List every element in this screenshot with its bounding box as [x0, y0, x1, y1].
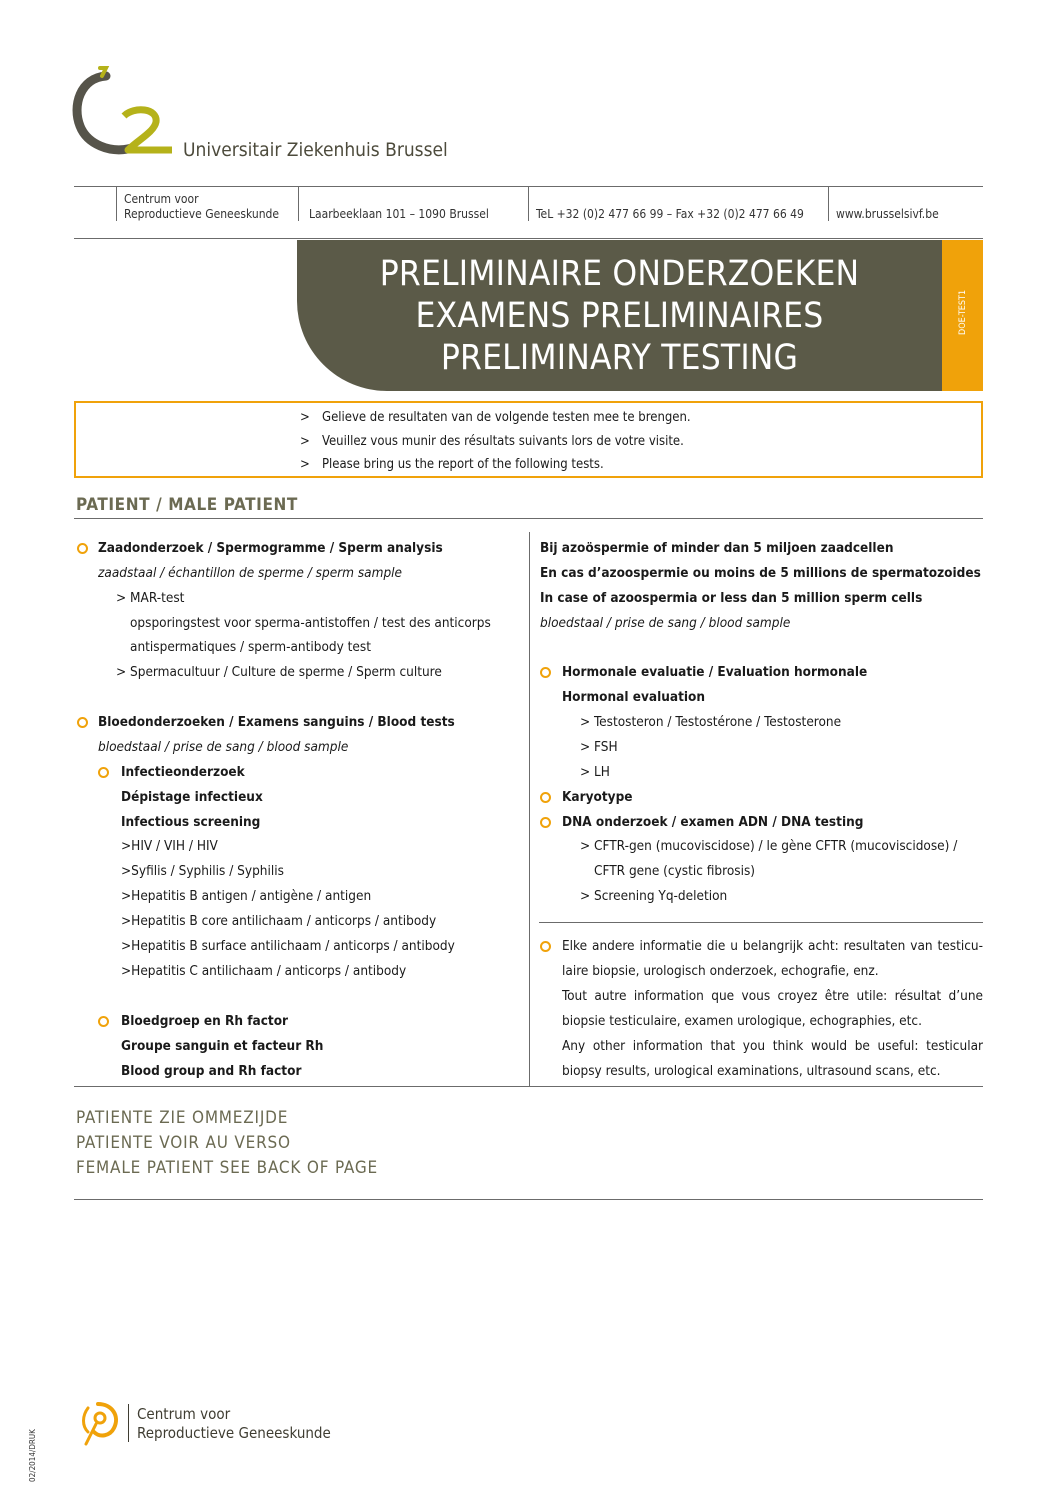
title-dutch: PRELIMINAIRE ONDERZOEKEN: [379, 254, 860, 294]
test-item-yq-deletion: > Screening Yq-deletion: [580, 888, 728, 904]
website: www.brusselsivf.be: [836, 207, 939, 221]
checkbox-circle-icon: [98, 767, 109, 778]
instruction-text: Please bring us the report of the following tests.: [322, 457, 604, 472]
column-divider: [529, 532, 530, 1086]
content-bottom-rule: [74, 1086, 983, 1087]
footer-separator: [128, 1404, 129, 1442]
document-code: DOE-TEST1: [958, 289, 968, 335]
sperm-culture: > Spermacultuur / Culture de sperme / Sperm culture: [116, 664, 442, 680]
checkbox-circle-icon: [540, 667, 551, 678]
instruction-french: [300, 434, 684, 449]
test-item-testosterone: > Testosteron / Testostérone / Testosterone: [580, 714, 842, 730]
crg-logo-icon: [78, 1398, 126, 1448]
blood-tests-title: Bloedonderzoeken / Examens sanguins / Blood tests: [98, 714, 455, 730]
checkbox-circle-icon: [98, 1016, 109, 1027]
semen-analysis-title: Zaadonderzoek / Spermogramme / Sperm analysis: [98, 540, 443, 556]
test-item-hepatitis-b-surface: >Hepatitis B surface antilichaam / anticorps / antibody: [121, 938, 455, 954]
section-heading: PATIENT / MALE PATIENT: [76, 495, 298, 515]
footer-centre-name: [137, 1405, 331, 1443]
address: Laarbeeklaan 101 – 1090 Brussel: [309, 207, 489, 221]
centre-name-line1: Centrum voor: [124, 192, 199, 206]
title-english: PRELIMINARY TESTING: [440, 338, 799, 378]
mar-test-description: opsporingstest voor sperma-antistoffen / test des anticorps: [130, 615, 491, 631]
azoospermia-en: In case of azoospermia or less dan 5 million sperm cells: [540, 590, 923, 606]
footer-centre-line1: Centrum voor: [137, 1405, 231, 1423]
blood-sample-note: bloedstaal / prise de sang / blood sample: [98, 739, 349, 755]
header-divider: [298, 186, 299, 221]
female-note-en: FEMALE PATIENT SEE BACK OF PAGE: [76, 1158, 378, 1178]
test-item-hepatitis-c: >Hepatitis C antilichaam / anticorps / antibody: [121, 963, 407, 979]
blood-group-fr: Groupe sanguin et facteur Rh: [121, 1038, 324, 1054]
other-info-nl: Elke andere informatie die u belangrijk acht: resultaten van testicu-: [562, 938, 983, 954]
azoospermia-sample-note: bloedstaal / prise de sang / blood sample: [540, 615, 791, 631]
test-item-lh: > LH: [580, 764, 610, 780]
test-item-hepatitis-b-antigen: >Hepatitis B antigen / antigène / antigen: [121, 888, 372, 904]
mar-test-description: antispermatiques / sperm-antibody test: [130, 639, 371, 655]
female-note-nl: PATIENTE ZIE OMMEZIJDE: [76, 1108, 289, 1128]
uz-brussel-logo: [72, 64, 187, 159]
instruction-dutch: [300, 410, 691, 425]
test-item-hiv: >HIV / VIH / HIV: [121, 838, 218, 854]
mar-test: > MAR-test: [116, 590, 185, 606]
checkbox-circle-icon: [77, 717, 88, 728]
checkbox-circle-icon: [540, 817, 551, 828]
test-item-hepatitis-b-core: >Hepatitis B core antilichaam / anticorps / antibody: [121, 913, 437, 929]
other-info-en: biopsy results, urological examinations, ultrasound scans, etc.: [562, 1063, 941, 1079]
section-rule: [74, 518, 983, 519]
title-french: EXAMENS PRELIMINAIRES: [415, 296, 824, 336]
checkbox-circle-icon: [540, 941, 551, 952]
arrow-marker: >: [300, 410, 310, 425]
right-column-rule: [539, 922, 983, 923]
header-bottom-rule: [74, 238, 983, 239]
other-info-nl: laire biopsie, urologisch onderzoek, echografie, enz.: [562, 963, 879, 979]
infection-screening-title: Infectieonderzoek: [121, 764, 245, 780]
print-code: 02/2014/DRUK: [28, 1429, 37, 1482]
female-note-fr: PATIENTE VOIR AU VERSO: [76, 1133, 291, 1153]
footer-rule: [74, 1199, 983, 1200]
hospital-name: Universitair Ziekenhuis Brussel: [183, 139, 448, 161]
header-divider: [528, 186, 529, 221]
hormonal-evaluation-en: Hormonal evaluation: [562, 689, 706, 705]
test-item-fsh: > FSH: [580, 739, 618, 755]
arrow-marker: >: [300, 434, 310, 449]
header-divider: [828, 186, 829, 221]
infection-screening-fr: Dépistage infectieux: [121, 789, 263, 805]
checkbox-circle-icon: [540, 792, 551, 803]
blood-group-title: Bloedgroep en Rh factor: [121, 1013, 289, 1029]
test-item-cftr: > CFTR-gen (mucoviscidose) / le gène CFTR (mucoviscidose) /: [580, 838, 958, 854]
other-info-fr: Tout autre information que vous croyez être utile: résultat d’une: [562, 988, 983, 1004]
dna-testing-title: DNA onderzoek / examen ADN / DNA testing: [562, 814, 864, 830]
instruction-english: [300, 457, 604, 472]
karyotype-title: Karyotype: [562, 789, 633, 805]
checkbox-circle-icon: [77, 543, 88, 554]
test-item-syphilis: >Syfilis / Syphilis / Syphilis: [121, 863, 284, 879]
hormonal-evaluation-title: Hormonale evaluatie / Evaluation hormonale: [562, 664, 868, 680]
infection-screening-en: Infectious screening: [121, 814, 261, 830]
footer-centre-line2: Reproductieve Geneeskunde: [137, 1424, 331, 1442]
instruction-text: Gelieve de resultaten van de volgende testen mee te brengen.: [322, 410, 691, 425]
other-info-fr: biopsie testiculaire, examen urologique, echographies, etc.: [562, 1013, 922, 1029]
phone-fax: TeL +32 (0)2 477 66 99 – Fax +32 (0)2 477 66 49: [536, 207, 804, 221]
blood-group-en: Blood group and Rh factor: [121, 1063, 302, 1079]
semen-sample-note: zaadstaal / échantillon de sperme / sperm sample: [98, 565, 403, 581]
header-divider: [116, 186, 117, 221]
azoospermia-nl: Bij azoöspermie of minder dan 5 miljoen zaadcellen: [540, 540, 894, 556]
centre-name-line2: Reproductieve Geneeskunde: [124, 207, 280, 221]
azoospermia-fr: En cas d’azoospermie ou moins de 5 millions de spermatozoides: [540, 565, 981, 581]
instruction-text: Veuillez vous munir des résultats suivants lors de votre visite.: [322, 434, 684, 449]
other-info-en: Any other information that you think would be useful: testicular: [562, 1038, 983, 1054]
arrow-marker: >: [300, 457, 310, 472]
test-item-cftr-en: CFTR gene (cystic fibrosis): [594, 863, 756, 879]
